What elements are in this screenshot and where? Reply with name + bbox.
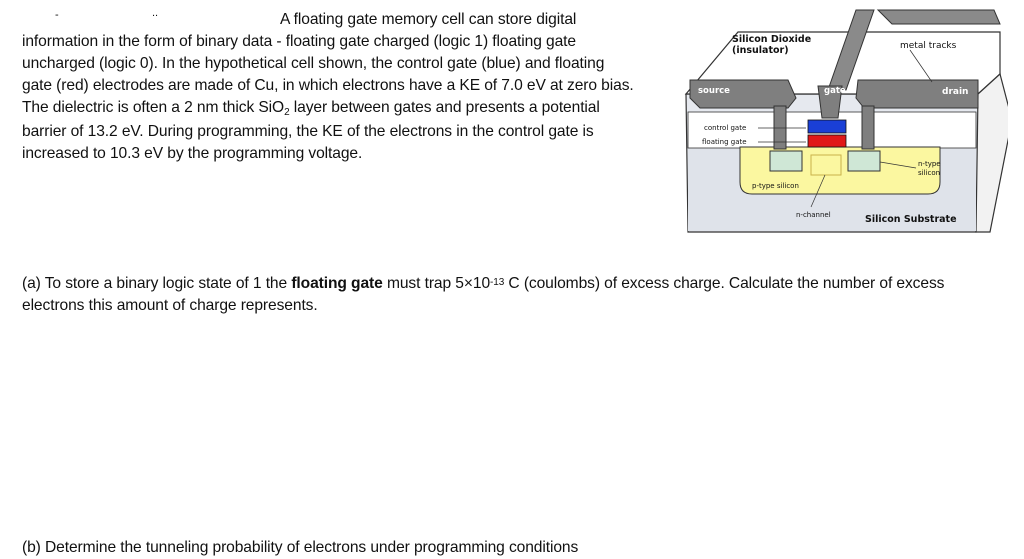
n-region-source bbox=[770, 151, 802, 171]
label-source: source bbox=[698, 86, 730, 96]
label-control-gate: control gate bbox=[704, 124, 747, 132]
intro-line-1: A floating gate memory cell can store digital bbox=[280, 11, 577, 28]
stray-mark: - bbox=[55, 9, 59, 21]
question-b: (b) Determine the tunneling probability of electrons under programming conditions bbox=[22, 539, 579, 556]
question-a-line-2: electrons this amount of charge represents. bbox=[22, 297, 318, 314]
label-silicon-substrate: Silicon Substrate bbox=[865, 214, 957, 225]
label-metal-tracks: metal tracks bbox=[900, 41, 957, 51]
label-gate: gate bbox=[824, 86, 846, 96]
question-a bbox=[22, 273, 1002, 317]
source-post bbox=[774, 106, 786, 149]
intro-paragraph bbox=[22, 9, 662, 165]
label-p-type-silicon: p-type silicon bbox=[752, 182, 799, 190]
control-gate bbox=[808, 120, 846, 133]
intro-line-5: The dielectric is often a 2 nm thick SiO$_2$ layer between gates and presents a potential bbox=[22, 99, 600, 118]
intro-line-2: information in the form of binary data - floating gate charged (logic 1) floating gate bbox=[22, 33, 576, 50]
right-side-face bbox=[976, 74, 1008, 232]
intro-line-7: increased to 10.3 eV by the programming voltage. bbox=[22, 145, 363, 162]
stray-mark: .. bbox=[152, 7, 158, 19]
drain-post bbox=[862, 106, 874, 149]
question-a-line-1: (a) To store a binary logic state of 1 the floating gate must trap $5\times 10^{-13}$ C (coulombs) of excess charge. Calculate the number of excess bbox=[22, 275, 945, 292]
floating-gate-cell-diagram bbox=[678, 2, 1008, 238]
intro-line-3: uncharged (logic 0). In the hypothetical cell shown, the control gate (blue) and floating bbox=[22, 55, 605, 72]
label-n-type-silicon: silicon bbox=[918, 169, 941, 177]
floating-gate bbox=[808, 135, 846, 147]
intro-line-6: barrier of 13.2 eV. During programming, the KE of the electrons in the control gate is bbox=[22, 123, 594, 140]
intro-line-4: gate (red) electrodes are made of Cu, in which electrons have a KE of 7.0 eV at zero bias. bbox=[22, 77, 634, 94]
label-insulator: (insulator) bbox=[732, 45, 789, 56]
label-n-type: n-type bbox=[918, 160, 941, 168]
label-drain: drain bbox=[942, 87, 969, 97]
label-floating-gate: floating gate bbox=[702, 138, 747, 146]
metal-track bbox=[878, 10, 1000, 24]
n-region-drain bbox=[848, 151, 880, 171]
label-silicon-dioxide: Silicon Dioxide bbox=[732, 34, 812, 45]
label-n-channel: n-channel bbox=[796, 211, 831, 219]
